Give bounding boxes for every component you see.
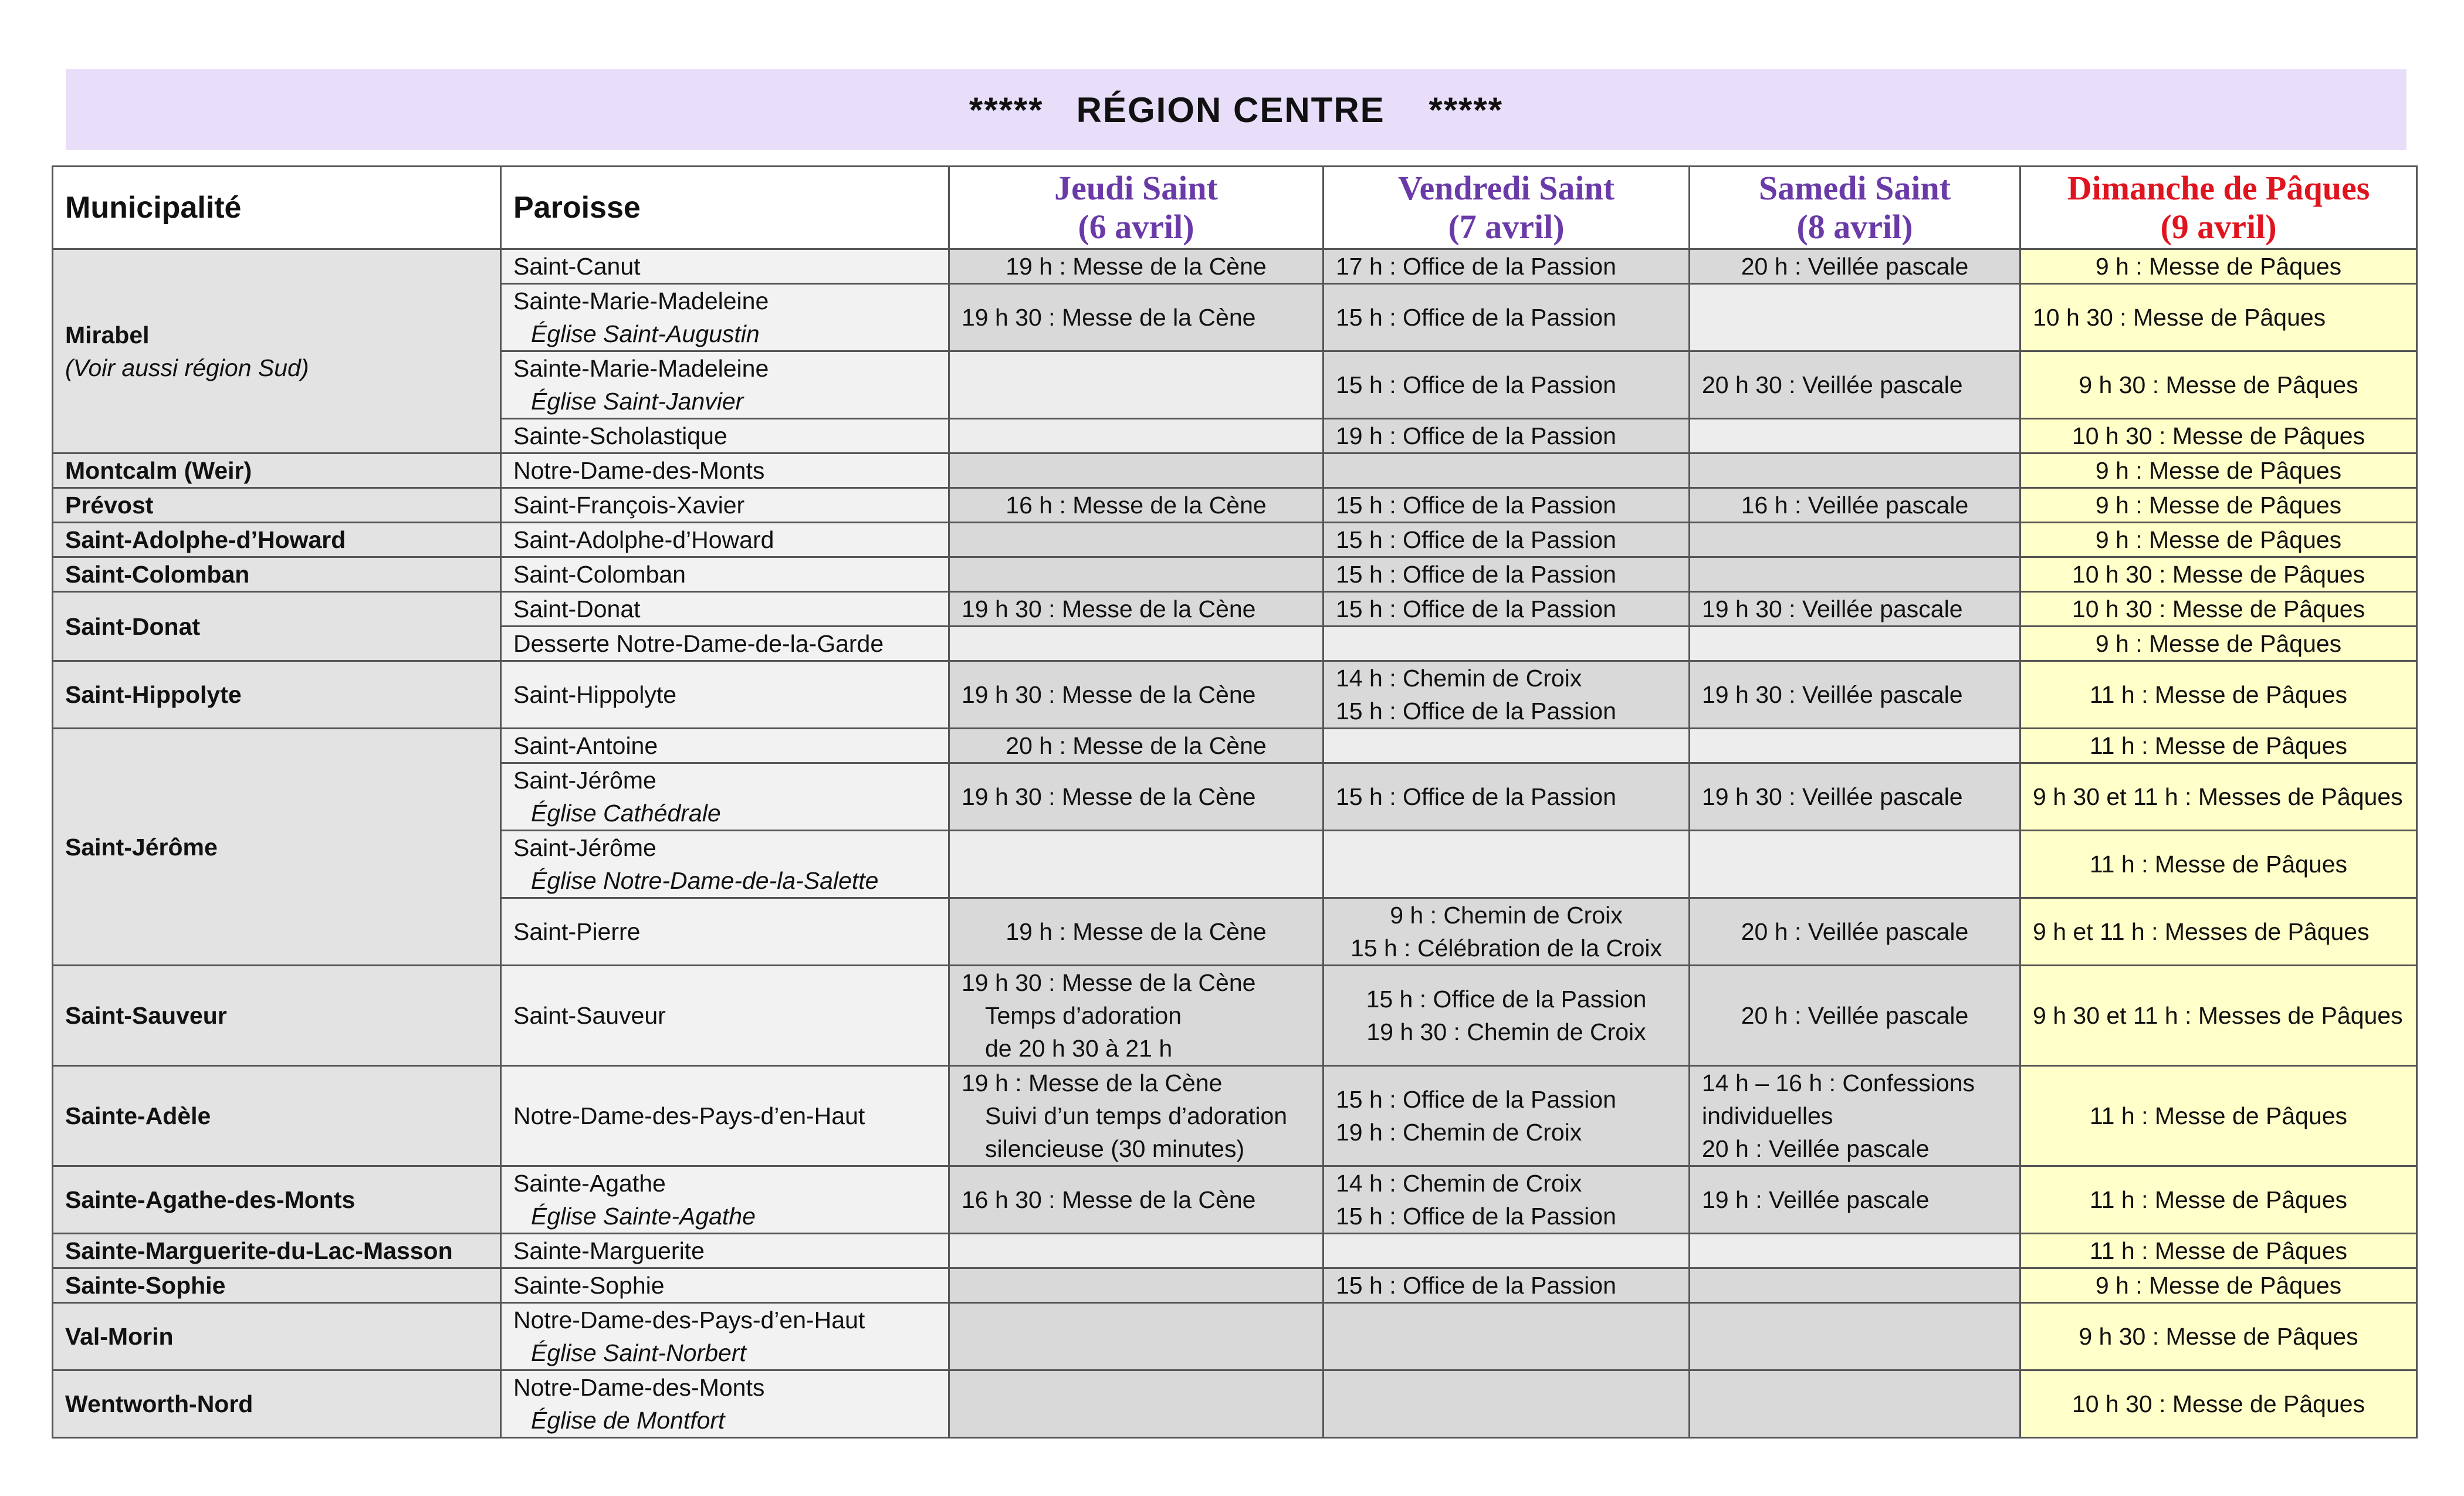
schedule-line: 19 h 30 : Messe de la Cène bbox=[962, 681, 1256, 708]
schedule-line: silencieuse (30 minutes) bbox=[985, 1135, 1245, 1162]
jeudi-cell bbox=[949, 729, 1324, 763]
vendredi-cell bbox=[1324, 763, 1690, 831]
jeudi-cell bbox=[949, 557, 1324, 592]
paroisse-cell bbox=[501, 284, 949, 351]
vendredi-cell bbox=[1324, 1370, 1690, 1438]
municipalite-cell bbox=[53, 488, 501, 523]
church-name: Église Sainte-Agathe bbox=[531, 1203, 756, 1230]
schedule-line: 11 h : Messe de Pâques bbox=[2089, 851, 2348, 878]
schedule-line: 15 h : Célébration de la Croix bbox=[1350, 935, 1663, 962]
schedule-line: 16 h 30 : Messe de la Cène bbox=[962, 1186, 1256, 1213]
paroisse-name: Saint-Antoine bbox=[513, 732, 658, 759]
vendredi-cell bbox=[1324, 557, 1690, 592]
schedule-line: 11 h : Messe de Pâques bbox=[2089, 1237, 2348, 1264]
municipalite-name: Sainte-Adèle bbox=[65, 1102, 211, 1129]
schedule-line: 9 h : Messe de Pâques bbox=[2095, 253, 2342, 280]
table-row bbox=[53, 661, 2417, 729]
paroisse-name: Sainte-Marie-Madeleine bbox=[513, 287, 769, 314]
schedule-line: 15 h : Office de la Passion bbox=[1336, 561, 1616, 588]
dimanche-cell bbox=[2020, 763, 2417, 831]
church-name: Église Cathédrale bbox=[531, 800, 721, 827]
vendredi-cell bbox=[1324, 351, 1690, 419]
schedule-line: 15 h : Office de la Passion bbox=[1336, 698, 1616, 725]
schedule-line: 9 h : Messe de Pâques bbox=[2095, 492, 2342, 519]
paroisse-cell bbox=[501, 763, 949, 831]
schedule-line: 19 h : Chemin de Croix bbox=[1336, 1119, 1582, 1146]
jeudi-cell bbox=[949, 351, 1324, 419]
jeudi-cell bbox=[949, 1268, 1324, 1303]
table-row bbox=[53, 592, 2417, 627]
samedi-cell bbox=[1690, 453, 2020, 488]
schedule-line: 9 h 30 : Messe de Pâques bbox=[2079, 1323, 2358, 1350]
header-vendredi-date: (7 avril) bbox=[1448, 208, 1565, 246]
paroisse-name: Notre-Dame-des-Monts bbox=[513, 457, 765, 484]
schedule-line: 15 h : Office de la Passion bbox=[1336, 1203, 1616, 1230]
paroisse-name: Saint-Adolphe-d’Howard bbox=[513, 526, 774, 553]
schedule-line: 10 h 30 : Messe de Pâques bbox=[2072, 422, 2365, 449]
header-jeudi bbox=[949, 167, 1324, 249]
schedule-line: 10 h 30 : Messe de Pâques bbox=[2072, 1390, 2365, 1417]
vendredi-cell bbox=[1324, 419, 1690, 453]
vendredi-cell bbox=[1324, 592, 1690, 627]
header-vendredi bbox=[1324, 167, 1690, 249]
samedi-cell bbox=[1690, 419, 2020, 453]
schedule-line: Suivi d’un temps d’adoration bbox=[985, 1102, 1288, 1129]
paroisse-name: Saint-Pierre bbox=[513, 918, 641, 945]
samedi-cell bbox=[1690, 488, 2020, 523]
samedi-cell bbox=[1690, 729, 2020, 763]
schedule-line: 20 h : Veillée pascale bbox=[1741, 918, 1969, 945]
paroisse-name: Notre-Dame-des-Pays-d’en-Haut bbox=[513, 1102, 865, 1129]
schedule-line: 10 h 30 : Messe de Pâques bbox=[2072, 561, 2365, 588]
samedi-cell bbox=[1690, 661, 2020, 729]
header-vendredi-label: Vendredi Saint bbox=[1397, 169, 1615, 207]
samedi-cell bbox=[1690, 1370, 2020, 1438]
schedule-line: 9 h 30 et 11 h : Messes de Pâques bbox=[2033, 1002, 2403, 1029]
samedi-cell bbox=[1690, 1303, 2020, 1370]
paroisse-cell bbox=[501, 1166, 949, 1234]
dimanche-cell bbox=[2020, 1303, 2417, 1370]
schedule-line: 19 h 30 : Messe de la Cène bbox=[962, 595, 1256, 622]
municipalite-name: Saint-Donat bbox=[65, 612, 201, 640]
schedule-line: 19 h 30 : Chemin de Croix bbox=[1366, 1018, 1646, 1045]
paroisse-cell bbox=[501, 1370, 949, 1438]
dimanche-cell bbox=[2020, 284, 2417, 351]
schedule-line: 17 h : Office de la Passion bbox=[1336, 253, 1616, 280]
header-municipalite: Municipalité bbox=[53, 167, 501, 249]
vendredi-cell bbox=[1324, 1234, 1690, 1268]
municipalite-name: Val-Morin bbox=[65, 1323, 174, 1350]
vendredi-cell bbox=[1324, 831, 1690, 898]
schedule-line: 20 h 30 : Veillée pascale bbox=[1702, 371, 1963, 398]
schedule-line: 15 h : Office de la Passion bbox=[1336, 304, 1616, 331]
schedule-line: 15 h : Office de la Passion bbox=[1366, 986, 1647, 1013]
dimanche-cell bbox=[2020, 523, 2417, 557]
paroisse-name: Saint-Jérôme bbox=[513, 767, 656, 794]
paroisse-cell bbox=[501, 453, 949, 488]
municipalite-name: Saint-Sauveur bbox=[65, 1002, 227, 1029]
paroisse-name: Saint-Hippolyte bbox=[513, 681, 677, 708]
church-name: Église de Montfort bbox=[531, 1407, 725, 1434]
municipalite-cell bbox=[53, 966, 501, 1066]
vendredi-cell bbox=[1324, 453, 1690, 488]
schedule-line: 10 h 30 : Messe de Pâques bbox=[2033, 304, 2326, 331]
municipalite-cell bbox=[53, 557, 501, 592]
vendredi-cell bbox=[1324, 729, 1690, 763]
vendredi-cell bbox=[1324, 1066, 1690, 1166]
paroisse-cell bbox=[501, 661, 949, 729]
schedule-line: individuelles bbox=[1702, 1102, 1833, 1129]
municipalite-cell bbox=[53, 729, 501, 966]
schedule-line: 11 h : Messe de Pâques bbox=[2089, 1102, 2348, 1129]
jeudi-cell bbox=[949, 627, 1324, 661]
schedule-line: 16 h : Messe de la Cène bbox=[1006, 492, 1267, 519]
dimanche-cell bbox=[2020, 351, 2417, 419]
schedule-line: 16 h : Veillée pascale bbox=[1741, 492, 1969, 519]
municipalite-cell bbox=[53, 1303, 501, 1370]
dimanche-cell bbox=[2020, 419, 2417, 453]
municipalite-name: Mirabel bbox=[65, 321, 150, 348]
header-paroisse: Paroisse bbox=[501, 167, 949, 249]
dimanche-cell bbox=[2020, 1166, 2417, 1234]
table-row bbox=[53, 1268, 2417, 1303]
municipalite-cell bbox=[53, 249, 501, 453]
paroisse-cell bbox=[501, 1234, 949, 1268]
samedi-cell bbox=[1690, 1268, 2020, 1303]
header-dimanche-date: (9 avril) bbox=[2160, 208, 2277, 246]
vendredi-cell bbox=[1324, 1166, 1690, 1234]
schedule-line: 11 h : Messe de Pâques bbox=[2089, 732, 2348, 759]
vendredi-cell bbox=[1324, 1303, 1690, 1370]
municipalite-note: (Voir aussi région Sud) bbox=[65, 354, 309, 381]
vendredi-cell bbox=[1324, 284, 1690, 351]
table-row bbox=[53, 1370, 2417, 1438]
paroisse-cell bbox=[501, 557, 949, 592]
municipalite-cell bbox=[53, 1234, 501, 1268]
municipalite-cell bbox=[53, 592, 501, 661]
paroisse-name: Desserte Notre-Dame-de-la-Garde bbox=[513, 630, 884, 657]
municipalite-cell bbox=[53, 1066, 501, 1166]
municipalite-name: Wentworth-Nord bbox=[65, 1390, 253, 1417]
schedule-line: 15 h : Office de la Passion bbox=[1336, 526, 1616, 553]
samedi-cell bbox=[1690, 966, 2020, 1066]
church-name: Église Saint-Norbert bbox=[531, 1339, 746, 1366]
schedule-line: 9 h 30 : Messe de Pâques bbox=[2079, 371, 2358, 398]
schedule-line: 9 h et 11 h : Messes de Pâques bbox=[2033, 918, 2370, 945]
paroisse-name: Saint-Sauveur bbox=[513, 1002, 666, 1029]
samedi-cell bbox=[1690, 763, 2020, 831]
municipalite-name: Saint-Jérôme bbox=[65, 833, 218, 861]
schedule-line: 19 h : Messe de la Cène bbox=[1006, 918, 1267, 945]
header-samedi bbox=[1690, 167, 2020, 249]
paroisse-name: Notre-Dame-des-Monts bbox=[513, 1374, 765, 1401]
vendredi-cell bbox=[1324, 898, 1690, 966]
paroisse-name: Saint-Canut bbox=[513, 253, 641, 280]
table-row bbox=[53, 523, 2417, 557]
paroisse-name: Sainte-Agathe bbox=[513, 1170, 666, 1197]
municipalite-cell bbox=[53, 1370, 501, 1438]
samedi-cell bbox=[1690, 284, 2020, 351]
schedule-line: 14 h – 16 h : Confessions bbox=[1702, 1069, 1975, 1096]
schedule-line: 9 h : Messe de Pâques bbox=[2095, 630, 2342, 657]
schedule-line: 15 h : Office de la Passion bbox=[1336, 492, 1616, 519]
schedule-line: 20 h : Veillée pascale bbox=[1741, 253, 1969, 280]
schedule-line: 9 h : Chemin de Croix bbox=[1390, 902, 1623, 929]
jeudi-cell bbox=[949, 831, 1324, 898]
schedule-line: 19 h : Veillée pascale bbox=[1702, 1186, 1930, 1213]
paroisse-cell bbox=[501, 966, 949, 1066]
municipalite-name: Prévost bbox=[65, 492, 154, 519]
paroisse-name: Sainte-Marie-Madeleine bbox=[513, 355, 769, 382]
schedule-line: 15 h : Office de la Passion bbox=[1336, 595, 1616, 622]
samedi-cell bbox=[1690, 1166, 2020, 1234]
vendredi-cell bbox=[1324, 627, 1690, 661]
paroisse-name: Sainte-Scholastique bbox=[513, 422, 727, 449]
samedi-cell bbox=[1690, 1234, 2020, 1268]
table-row bbox=[53, 1166, 2417, 1234]
samedi-cell bbox=[1690, 627, 2020, 661]
schedule-line: 11 h : Messe de Pâques bbox=[2089, 681, 2348, 708]
paroisse-cell bbox=[501, 523, 949, 557]
jeudi-cell bbox=[949, 419, 1324, 453]
paroisse-cell bbox=[501, 1303, 949, 1370]
table-row bbox=[53, 557, 2417, 592]
paroisse-name: Saint-François-Xavier bbox=[513, 492, 745, 519]
jeudi-cell bbox=[949, 1370, 1324, 1438]
municipalite-name: Montcalm (Weir) bbox=[65, 457, 252, 484]
vendredi-cell bbox=[1324, 1268, 1690, 1303]
paroisse-cell bbox=[501, 729, 949, 763]
paroisse-name: Sainte-Sophie bbox=[513, 1272, 665, 1299]
dimanche-cell bbox=[2020, 627, 2417, 661]
vendredi-cell bbox=[1324, 249, 1690, 284]
samedi-cell bbox=[1690, 1066, 2020, 1166]
header-dimanche-label: Dimanche de Pâques bbox=[2067, 169, 2370, 207]
header-dimanche bbox=[2020, 167, 2417, 249]
schedule-line: 14 h : Chemin de Croix bbox=[1336, 1170, 1582, 1197]
table-row bbox=[53, 249, 2417, 284]
table-row bbox=[53, 453, 2417, 488]
dimanche-cell bbox=[2020, 729, 2417, 763]
schedule-line: 15 h : Office de la Passion bbox=[1336, 783, 1616, 810]
church-name: Église Saint-Augustin bbox=[531, 320, 760, 347]
church-name: Église Notre-Dame-de-la-Salette bbox=[531, 867, 879, 894]
municipalite-name: Sainte-Sophie bbox=[65, 1272, 226, 1299]
schedule-line: 19 h 30 : Veillée pascale bbox=[1702, 595, 1963, 622]
schedule-line: 9 h : Messe de Pâques bbox=[2095, 526, 2342, 553]
samedi-cell bbox=[1690, 557, 2020, 592]
schedule-line: 19 h 30 : Veillée pascale bbox=[1702, 681, 1963, 708]
dimanche-cell bbox=[2020, 1370, 2417, 1438]
paroisse-cell bbox=[501, 419, 949, 453]
table-row bbox=[53, 966, 2417, 1066]
samedi-cell bbox=[1690, 898, 2020, 966]
dimanche-cell bbox=[2020, 966, 2417, 1066]
samedi-cell bbox=[1690, 523, 2020, 557]
paroisse-name: Sainte-Marguerite bbox=[513, 1237, 705, 1264]
dimanche-cell bbox=[2020, 661, 2417, 729]
dimanche-cell bbox=[2020, 453, 2417, 488]
schedule-line: 10 h 30 : Messe de Pâques bbox=[2072, 595, 2365, 622]
samedi-cell bbox=[1690, 249, 2020, 284]
municipalite-name: Sainte-Agathe-des-Monts bbox=[65, 1186, 356, 1213]
municipalite-cell bbox=[53, 1268, 501, 1303]
schedule-line: 20 h : Veillée pascale bbox=[1741, 1002, 1969, 1029]
schedule-line: 15 h : Office de la Passion bbox=[1336, 1272, 1616, 1299]
paroisse-cell bbox=[501, 1268, 949, 1303]
header-samedi-date: (8 avril) bbox=[1796, 208, 1913, 246]
region-banner bbox=[66, 69, 2407, 150]
dimanche-cell bbox=[2020, 592, 2417, 627]
dimanche-cell bbox=[2020, 249, 2417, 284]
schedule-line: 19 h : Office de la Passion bbox=[1336, 422, 1616, 449]
schedule-line: 9 h : Messe de Pâques bbox=[2095, 1272, 2342, 1299]
municipalite-cell bbox=[53, 1166, 501, 1234]
table-row bbox=[53, 1066, 2417, 1166]
jeudi-cell bbox=[949, 1234, 1324, 1268]
municipalite-cell bbox=[53, 453, 501, 488]
schedule-line: 19 h 30 : Messe de la Cène bbox=[962, 304, 1256, 331]
paroisse-name: Saint-Colomban bbox=[513, 561, 686, 588]
region-title: ***** RÉGION CENTRE ***** bbox=[969, 90, 1504, 130]
municipalite-name: Saint-Hippolyte bbox=[65, 681, 242, 708]
table-row bbox=[53, 1303, 2417, 1370]
municipalite-name: Saint-Adolphe-d’Howard bbox=[65, 526, 346, 553]
schedule-line: 9 h : Messe de Pâques bbox=[2095, 457, 2342, 484]
table-row bbox=[53, 729, 2417, 763]
samedi-cell bbox=[1690, 831, 2020, 898]
church-name: Église Saint-Janvier bbox=[531, 388, 744, 415]
municipalite-cell bbox=[53, 523, 501, 557]
samedi-cell bbox=[1690, 351, 2020, 419]
dimanche-cell bbox=[2020, 1268, 2417, 1303]
vendredi-cell bbox=[1324, 523, 1690, 557]
schedule-line: Temps d’adoration bbox=[985, 1002, 1182, 1029]
table-row bbox=[53, 488, 2417, 523]
jeudi-cell bbox=[949, 763, 1324, 831]
jeudi-cell bbox=[949, 592, 1324, 627]
paroisse-cell bbox=[501, 592, 949, 627]
schedule-line: 20 h : Veillée pascale bbox=[1702, 1135, 1930, 1162]
samedi-cell bbox=[1690, 592, 2020, 627]
jeudi-cell bbox=[949, 966, 1324, 1066]
schedule-line: 9 h 30 et 11 h : Messes de Pâques bbox=[2033, 783, 2403, 810]
municipalite-cell bbox=[53, 661, 501, 729]
table-row bbox=[53, 1234, 2417, 1268]
jeudi-cell bbox=[949, 661, 1324, 729]
jeudi-cell bbox=[949, 284, 1324, 351]
schedule-line: 11 h : Messe de Pâques bbox=[2089, 1186, 2348, 1213]
jeudi-cell bbox=[949, 1166, 1324, 1234]
paroisse-name: Saint-Jérôme bbox=[513, 834, 656, 861]
header-jeudi-date: (6 avril) bbox=[1078, 208, 1194, 246]
dimanche-cell bbox=[2020, 1234, 2417, 1268]
vendredi-cell bbox=[1324, 966, 1690, 1066]
schedule-line: de 20 h 30 à 21 h bbox=[985, 1035, 1173, 1062]
easter-schedule-table bbox=[52, 165, 2418, 1439]
schedule-line: 19 h : Messe de la Cène bbox=[962, 1069, 1223, 1096]
paroisse-name: Saint-Donat bbox=[513, 595, 641, 622]
schedule-line: 19 h 30 : Messe de la Cène bbox=[962, 969, 1256, 996]
header-samedi-label: Samedi Saint bbox=[1758, 169, 1951, 207]
schedule-line: 15 h : Office de la Passion bbox=[1336, 1086, 1616, 1113]
paroisse-cell bbox=[501, 898, 949, 966]
jeudi-cell bbox=[949, 453, 1324, 488]
schedule-line: 19 h 30 : Veillée pascale bbox=[1702, 783, 1963, 810]
vendredi-cell bbox=[1324, 488, 1690, 523]
paroisse-cell bbox=[501, 627, 949, 661]
jeudi-cell bbox=[949, 1066, 1324, 1166]
header-jeudi-label: Jeudi Saint bbox=[1054, 169, 1218, 207]
paroisse-cell bbox=[501, 488, 949, 523]
jeudi-cell bbox=[949, 1303, 1324, 1370]
paroisse-name: Notre-Dame-des-Pays-d’en-Haut bbox=[513, 1307, 865, 1333]
dimanche-cell bbox=[2020, 557, 2417, 592]
paroisse-cell bbox=[501, 1066, 949, 1166]
municipalite-name: Sainte-Marguerite-du-Lac-Masson bbox=[65, 1237, 453, 1264]
schedule-line: 15 h : Office de la Passion bbox=[1336, 371, 1616, 398]
jeudi-cell bbox=[949, 898, 1324, 966]
jeudi-cell bbox=[949, 488, 1324, 523]
jeudi-cell bbox=[949, 523, 1324, 557]
schedule-line: 19 h : Messe de la Cène bbox=[1006, 253, 1267, 280]
schedule-line: 19 h 30 : Messe de la Cène bbox=[962, 783, 1256, 810]
dimanche-cell bbox=[2020, 1066, 2417, 1166]
vendredi-cell bbox=[1324, 661, 1690, 729]
paroisse-cell bbox=[501, 351, 949, 419]
schedule-line: 14 h : Chemin de Croix bbox=[1336, 665, 1582, 692]
schedule-line: 20 h : Messe de la Cène bbox=[1006, 732, 1267, 759]
municipalite-name: Saint-Colomban bbox=[65, 561, 250, 588]
dimanche-cell bbox=[2020, 831, 2417, 898]
dimanche-cell bbox=[2020, 898, 2417, 966]
dimanche-cell bbox=[2020, 488, 2417, 523]
jeudi-cell bbox=[949, 249, 1324, 284]
paroisse-cell bbox=[501, 249, 949, 284]
header-row bbox=[53, 167, 2417, 249]
paroisse-cell bbox=[501, 831, 949, 898]
